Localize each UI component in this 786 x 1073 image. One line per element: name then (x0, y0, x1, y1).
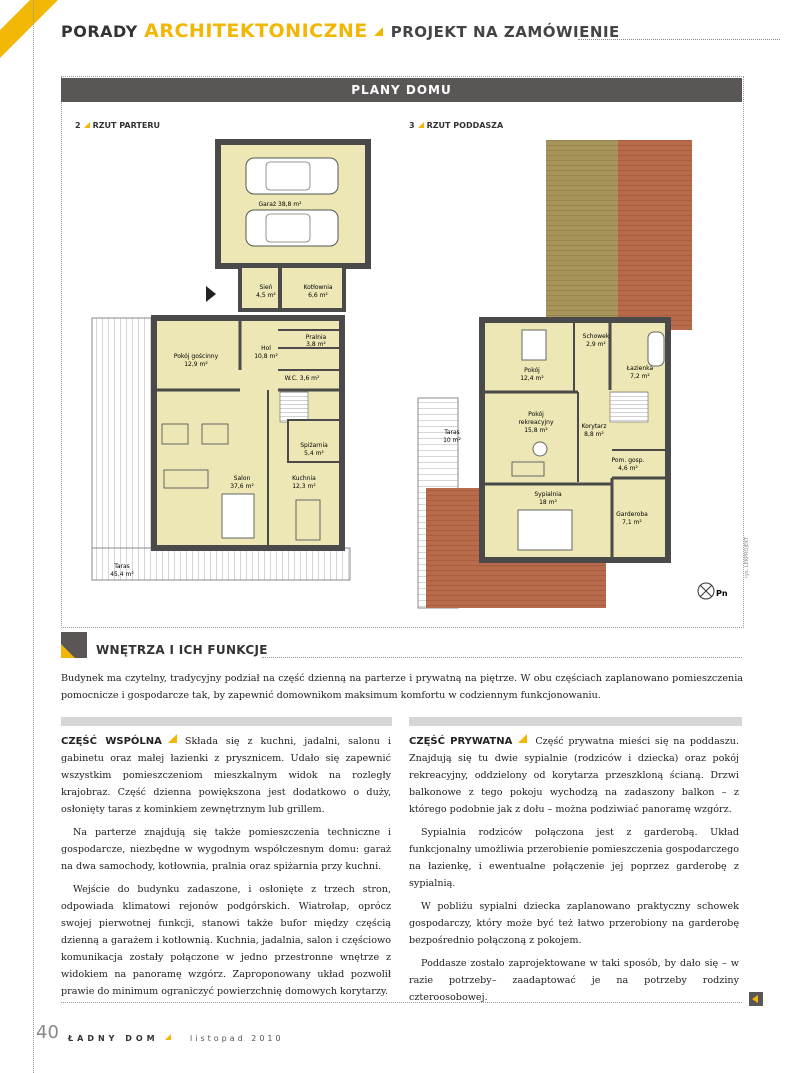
room-area: 37,6 m² (230, 483, 254, 490)
intro-text: Budynek ma czytelny, tradycyjny podział na część dzienną na parterze i prywatną na piętrze. W obu częściach zaplanowano pomieszczenia pomocnicze i gospodarcze tak, by zapewnić domownikom maksimum komfortu w codziennym funkcjonowaniu. (61, 673, 743, 701)
room-area: 45,4 m² (110, 571, 134, 578)
room-label: Schowek (582, 333, 610, 340)
stairs (610, 392, 648, 422)
compass-icon (698, 583, 714, 599)
paragraph-text: Część prywatna mieści się na poddaszu. Znajdują się tu dwie sypialnie (rodziców i dziecka) oraz pokój rekreacyjny, oddzielony od korytarza przeszkloną ścianą. Drzwi balkonowe z tego pokoju wychodzą na zadaszony balkon – z którego podobnie jak z dołu – można podziwiać panoramę wzgórz. (409, 736, 739, 815)
footer-divider (61, 1002, 742, 1003)
illustration-credit: rys. LEKPROJEKT (744, 536, 750, 578)
end-mark-icon (749, 992, 763, 1006)
table-icon (533, 442, 547, 456)
room-area: 7,2 m² (630, 373, 650, 380)
north-label: Pn (716, 589, 728, 598)
bed-icon (522, 330, 546, 360)
room-area: 5,4 m² (304, 450, 324, 457)
paragraph: Wejście do budynku zadaszone, i osłonięte z trzech stron, odpowiada klimatowi rejonów podgórskich. Wiatrołap, oprócz swojej pierwotnej funkcji, stanowi także bufor między częścią dzienną a garażem i kotłownią. Kuchnia, jadalnia, salon i częściowo komunikacja zostały połączone w jedno przestronne wnętrze z widokiem na panoramę wzgórz. Zaproponowany układ pozwolił prawie do minimum ograniczyć powierzchnię domowych korytarzy. (61, 884, 391, 997)
room-label: Kuchnia (292, 475, 316, 482)
room-area: 6,6 m² (308, 292, 328, 299)
room-label: Korytarz (581, 423, 607, 430)
attic-plan-number: 3 (409, 121, 415, 130)
column-rule (409, 717, 742, 726)
room-label: Kotłownia (303, 284, 333, 291)
room-label: Hol (261, 345, 271, 352)
room-area: 12,3 m² (292, 483, 316, 490)
room-area: 7,1 m² (622, 519, 642, 526)
ground-plan-number: 2 (75, 121, 81, 130)
triangle-icon (168, 734, 177, 743)
room-area: 12,9 m² (184, 361, 208, 368)
room-area: 3,8 m² (306, 341, 326, 348)
paragraph: W pobliżu sypialni dziecka zaplanowano praktyczny schowek gospodarczy, który może być też łatwo przerobiony na garderobę bezpośrednio połączoną z pokojem. (409, 901, 739, 946)
room-label: Sień (259, 284, 273, 291)
column-rule (61, 717, 392, 726)
triangle-icon (518, 734, 527, 743)
right-column (409, 733, 739, 1012)
ground-plan-title: RZUT PARTERU (92, 121, 160, 130)
room-area: 10 m² (443, 437, 461, 444)
room-label: Łazienka (626, 365, 654, 372)
room-label: Pokój (524, 367, 540, 374)
column-lead: CZĘŚĆ WSPÓLNA (61, 736, 162, 747)
room-area: 4,5 m² (256, 292, 276, 299)
paragraph: Poddasze zostało zaprojektowane w taki sposób, by dało się – w razie potrzeby– zaadaptować je na potrzeby rodziny czteroosobowej. (409, 958, 739, 1003)
plans-title: PLANY DOMU (61, 78, 742, 102)
room-label: W.C. 3,6 m² (284, 375, 320, 382)
room-label: Spiżarnia (300, 442, 328, 449)
section-title: WNĘTRZA I ICH FUNKCJE (96, 643, 268, 657)
roof-section (618, 140, 692, 330)
room-area: 8,8 m² (584, 431, 604, 438)
paragraph: Na parterze znajdują się także pomieszczenia techniczne i gospodarcze, niezbędne w wygodnym współczesnym domu: garaż na dwa samochody, kotłownia, pralnia oraz spiżarnia przy kuchni. (61, 827, 391, 872)
bed-icon (518, 510, 572, 550)
room-area: 15,8 m² (524, 427, 548, 434)
section-icon (61, 632, 87, 658)
room-area: 18 m² (539, 499, 557, 506)
room-label: Taras (114, 563, 130, 570)
room-label: Pralnia (305, 334, 327, 341)
header-part3: PROJEKT NA ZAMÓWIENIE (390, 23, 620, 41)
column-lead: CZĘŚĆ PRYWATNA (409, 736, 513, 747)
room-area: 4,6 m² (618, 465, 638, 472)
bathtub-icon (648, 332, 664, 366)
header-part1: PORADY (61, 22, 138, 41)
room-label: Pokój gościnny (173, 353, 219, 360)
left-column (61, 733, 391, 1006)
attic-plan-title: RZUT PODDASZA (426, 121, 504, 130)
room-label: rekreacyjny (518, 419, 554, 426)
room-label: Salon (233, 475, 251, 482)
room-label: Pokój (528, 411, 544, 418)
paragraph (409, 733, 739, 818)
paragraph (61, 733, 391, 818)
room-label: Garderoba (616, 511, 648, 518)
issue-date: listopad 2010 (190, 1034, 284, 1043)
section-divider (262, 657, 742, 658)
roof-section (546, 140, 618, 318)
room-label: Sypialnia (534, 491, 562, 498)
room-label: Garaż 38,8 m² (258, 201, 302, 208)
room-area: 12,4 m² (520, 375, 544, 382)
magazine-title: ŁADNY DOM (68, 1034, 159, 1043)
paragraph-text: Składa się z kuchni, jadalni, salonu i gabinetu oraz małej łazienki z prysznicem. Udało się zapewnić wszystkim pomieszczeniom mieszkalnym widok na rozległy krajobraz. Część dzienna powiększona jest dodatkowo o duży, osłonięty taras z kominkiem zewnętrznym lub grillem. (61, 736, 391, 815)
paragraph: Sypialnia rodziców połączona jest z garderobą. Układ funkcjonalny umożliwia przerobienie pomieszczenia gospodarczego na łazienkę, i ewentualne połączenie jej poprzez garderobę z sypialnią. (409, 827, 739, 889)
room-label: Taras (444, 429, 460, 436)
magazine-name (68, 1034, 177, 1043)
room-label: Pom. gosp. (611, 457, 645, 464)
room-area: 2,9 m² (586, 341, 606, 348)
header-part2: ARCHITEKTONICZNE (144, 20, 368, 42)
triangle-icon (165, 1034, 171, 1040)
room-area: 10,8 m² (254, 353, 278, 360)
page-number: 40 (36, 1022, 59, 1043)
